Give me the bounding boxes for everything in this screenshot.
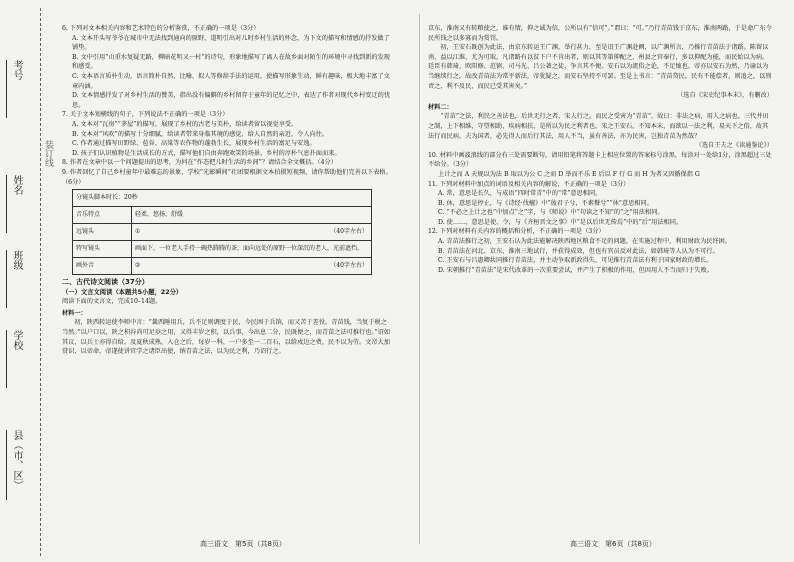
page-5-footer: 高三语文 第5页（共8页） — [200, 540, 286, 548]
q7-option-d: D. 孩子们认识植物是生活成长的方式，描写他们自由奔跑欢笑的场景，乡村的淳朴气息扑面而来。 — [72, 149, 341, 157]
binding-dashed-line — [40, 8, 41, 556]
q11-option-d: D. 使……，意思是使、令，与《齐桓晋文之事》中“是以后世无传焉”中的“后”用法相同。 — [438, 218, 683, 226]
q11-stem: 11. 下列对材料中加点的词语及相关内容的解说，不正确的一项是（3分） — [428, 180, 630, 188]
q6-option-c: C. 文本语言质朴生动，语言简朴自然，比喻、拟人等修辞手法的运用，使描写形象生动，鲜有趣味，极大地丰富了文章内涵。 — [72, 72, 390, 90]
school-field[interactable]: 学校 — [6, 330, 24, 388]
name-field[interactable]: 姓名 — [6, 175, 24, 233]
q7-option-c: C. 作者通过描写田野绿、苞谷、高粱等农作物的蓬勃生长，展现乡村生活的富足与安逸。 — [72, 140, 316, 148]
material-2-text: “青苗”之法，利民之善法也，后世无行之者，宋人行之，而民之受害为“青苗”，故曰：非法之病，用人之病也。三代井田之制，上下相维，守望相助，疾病相扶，是所以为民之利者也。宋之王安石，不知本末，而欲以一法之利，易天下之俗，故其法行而民病。夫为国者，必先得人而后行其法，用人不当，虽有善法，亦为民害，岂独青苗为然哉？ — [428, 113, 769, 140]
q8-stem: 8. 作者在文章中以一个问题提出的思考，为何在“作态把儿时生活的乡间”？请结合全文概括。（4分） — [62, 159, 337, 167]
q11-option-b: B. 休，意思是停止，与《诗经·伐檀》中“彼君子兮，不素餐兮”“休”意思相同。 — [438, 199, 653, 207]
q12-option-b: B. 青苗法在河北、京东、淮南三地试行，并获得成效，但也有官员反对此法，如韩琦等人认为不可行。 — [438, 247, 719, 255]
table-cell: 画面下，一位老人手持一碗热腾腾的茶，面向远处的原野一位深沉的老人，光前遮挡。 — [132, 241, 372, 258]
q6-option-a: A. 文本开头写爷爷在城市中无法找到通向的原野，道明引出对儿时乡村生活的怀念，为下文的描写和情感的抒发做了铺垫。 — [72, 34, 390, 52]
exam-number-field[interactable]: 考号 — [6, 60, 24, 118]
subsection-title: （一）文言文阅读（本题共5小题，22分） — [62, 288, 183, 296]
table-cell: 轻柔、悠扬、舒缓 — [132, 207, 372, 224]
table-row-label: 特写镜头 — [73, 241, 132, 258]
binding-gutter — [0, 0, 58, 562]
county-field[interactable]: 县（市、区） — [6, 430, 24, 500]
q11-option-c: C. “不必之上计之也”中加点“之”字，与《师说》中“句读之不知”的“之”用法相同。 — [438, 209, 664, 217]
q10-stem: 10. 材料中画波浪线的部分有三处需要断句，请用铅笔将答题卡上相应位置的答案标号涂黑，每涂对一处给1分，涂黑超过三处不给分。（3分） — [428, 151, 772, 169]
q7-option-a: A. 文本对“瓦房”“茅屋”的描写，展现了乡村的古老与美朴，给读者留以视觉享受。 — [72, 120, 298, 128]
q6-option-d: D. 文本情感抒发了对乡村生活的赞美，指出没有偏僻的乡村留存于童年的记忆之中，表达了作者对现代乡村变迁的忧思。 — [72, 92, 391, 109]
table-header: 分镜头脚本时长：20秒 — [73, 190, 372, 207]
page-6 — [428, 24, 773, 275]
q7-option-b: B. 文本对“风吹”的描写十分细腻，给读者带来身临其境的感觉，给人自然的亲近，令人向往。 — [72, 130, 329, 138]
material-1-title: 材料一： — [62, 309, 87, 317]
material-1-continued: 京东，淮南又有转粮使之，谁有情，抑之诚为信，公所以有“信可”。”谓曰：“可。”乃行青苗钱于京东，淮南两路，于是命广东令民所钱之以多寡而为赏罚。 — [428, 25, 772, 42]
material-1-text: 初，陕西转运使李师中言：“曩西陲用兵，兵不足则调度于民，今民困于兵饷，而又苦于差役。青苗钱，当复于税之当然。”以户口以，陕之积谷尚可足岁之用，又得丰岁之积，以兵事，今出息二分，民既便之，而青苗之法可推行也。”诏如其议，以兵士亦得自给。及夏秋成熟，入仓之后，每岁一科，一户多至一二百石，以给戍边之费，民不以为劳。文帝大加赏识，以帝命，帝遂使讲官学之诸臣出使，纳青苗之法，以为民之利，乃诏行之。 — [62, 319, 391, 356]
q6-stem: 6. 下列对文本相关内容和艺术特色的分析鉴赏，不正确的一项是（3分） — [62, 25, 260, 32]
q7-stem: 7. 关于文本划横线的句子，下列说法不正确的一项是（3分） — [62, 111, 229, 119]
q12-stem: 12. 下列对材料有关内容的概括和分析，不正确的一项是（3分） — [428, 228, 605, 236]
table-row-label: 音乐特点 — [73, 207, 132, 224]
table-row-label: 画外音 — [73, 258, 132, 275]
binding-line-label: 装订线 — [43, 140, 53, 167]
page-separator — [419, 14, 420, 544]
source-note-2: （选自王夫之《读通鉴论》） — [695, 142, 773, 150]
storyboard-table — [72, 189, 372, 275]
material-1-paragraph-2: 初，王安石既创为此法，由京东转运王广渊，举行甚力，至是诏王广渊赴阙，以广渊所言，乃推行青苗法于诸路。陈留以南，益以江淮，尤为可取，凡诸路有以贫下户不肯出者，则以其等第抑配之，州县之官奉行，多以抑配为能，而民始以为病。廷臣有韩琦、欧阳修、范镇、司马光、吕公著之徒，争言其不便。安石以为流俗之论，不足恤也。帝亦以安石为然，乃谕以为当继续行之，故改青苗法为常平新法，帝犹疑之，而安石坚持不可罢。至是上书言：“青苗贷民，民有不能偿者，则追之，以刑责之，利不及民，而民已受其害矣。” — [428, 44, 772, 90]
q6-option-b: B. 文中引用“山重水复疑无路，柳暗花明又一村”的诗句，形象地描写了离人在故乡面对陌生的环境中寻找到新的发现和感受。 — [72, 53, 390, 71]
page-5 — [62, 24, 392, 357]
q10-sentence: 上计之而 A 天规以为法 B 取以为公 C 之而 D 举而不乐 E 后以 F 行 G 而 H 为者又因循保指 G — [438, 170, 700, 178]
answer-blank-2[interactable]: ② （40字左右） — [132, 258, 372, 275]
reading-instruction: 阅读下面的文言文，完成10–14题。 — [62, 298, 162, 306]
q9-stem: 9. 作者回忆了自己乡村童年中最难忘的景象，学校“光影瞬间”社团要根据文本拍摄短视频，请你帮助他们完善以下表格。（6分） — [62, 168, 392, 186]
q12-option-d: D. 宋朝推行“青苗法”是宋代改革的一次重要尝试，并产生了积极的作用，但因用人不当而归于失败。 — [438, 266, 713, 274]
q11-option-a: A. 常，意思是长久，与成语“四时常青”中的“常”意思相同。 — [438, 190, 602, 198]
table-row-label: 远镜头 — [73, 224, 132, 241]
q12-option-a: A. 青苗法推行之初，王安石认为此法能解决陕西地区粮食不足的问题，在实施过程中，利用财政为民纾困。 — [438, 238, 732, 246]
page-6-footer: 高三语文 第6页（共8页） — [570, 540, 656, 548]
material-2-title: 材料二： — [428, 103, 453, 111]
q12-option-c: C. 王安石与吕惠卿共同推行青苗法，并主动争取新政得失，可见推行青苗法有利于国家财政的增长。 — [438, 257, 713, 265]
answer-blank-1[interactable]: ① （40字左右） — [132, 224, 372, 241]
source-note-1: （选自《宋史纪事本末》，有删改） — [677, 92, 773, 100]
class-field[interactable]: 班级 — [6, 250, 24, 308]
section-title: 二、古代诗文阅读（37分） — [62, 278, 149, 287]
